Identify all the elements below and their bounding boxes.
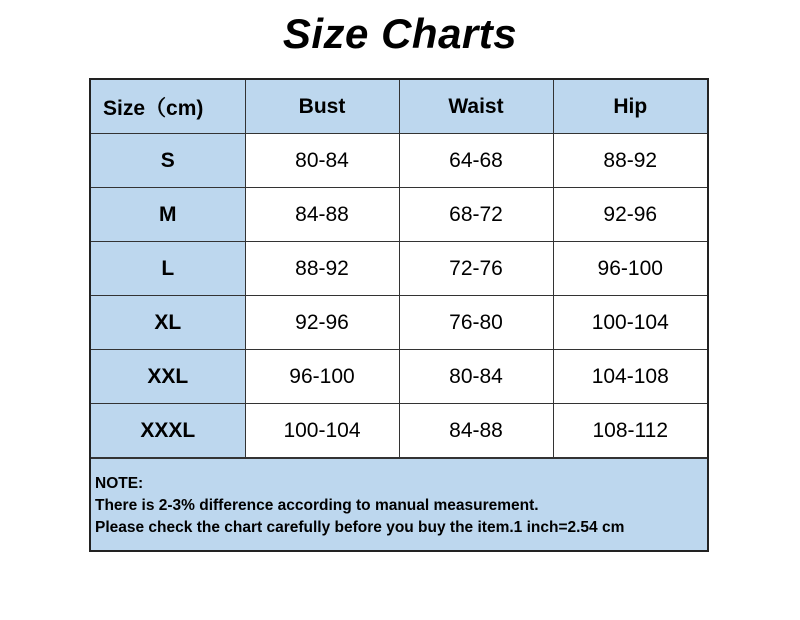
bust-value: 80-84 (245, 134, 399, 188)
hip-value: 104-108 (553, 350, 707, 404)
page-title: Size Charts (282, 10, 518, 57)
size-label: XXL (91, 350, 245, 404)
hip-value: 100-104 (553, 296, 707, 350)
waist-value: 64-68 (399, 134, 553, 188)
header-waist: Waist (399, 80, 553, 134)
bust-value: 96-100 (245, 350, 399, 404)
size-label: XL (91, 296, 245, 350)
size-label: XXXL (91, 404, 245, 458)
table-row (91, 188, 707, 242)
size-label: L (91, 242, 245, 296)
hip-value: 96-100 (553, 242, 707, 296)
note-box (91, 458, 707, 550)
size-table (91, 80, 707, 458)
table-row (91, 404, 707, 458)
bust-value: 88-92 (245, 242, 399, 296)
table-row (91, 134, 707, 188)
waist-value: 68-72 (399, 188, 553, 242)
bust-value: 92-96 (245, 296, 399, 350)
header-size-cm: Size（cm) (91, 80, 245, 134)
bust-value: 100-104 (245, 404, 399, 458)
table-row (91, 350, 707, 404)
size-label: M (91, 188, 245, 242)
hip-value: 88-92 (553, 134, 707, 188)
size-label: S (91, 134, 245, 188)
table-row (91, 242, 707, 296)
waist-value: 76-80 (399, 296, 553, 350)
note-line-2: Please check the chart carefully before you buy the item.1 inch=2.54 cm (95, 519, 625, 536)
bust-value: 84-88 (245, 188, 399, 242)
hip-value: 108-112 (553, 404, 707, 458)
size-chart (89, 78, 709, 552)
note-line-1: There is 2-3% difference according to manual measurement. (95, 497, 539, 514)
note-heading: NOTE: (95, 475, 144, 492)
waist-value: 72-76 (399, 242, 553, 296)
waist-value: 80-84 (399, 350, 553, 404)
header-bust: Bust (245, 80, 399, 134)
waist-value: 84-88 (399, 404, 553, 458)
hip-value: 92-96 (553, 188, 707, 242)
table-header-row (91, 80, 707, 134)
header-hip: Hip (553, 80, 707, 134)
table-row (91, 296, 707, 350)
